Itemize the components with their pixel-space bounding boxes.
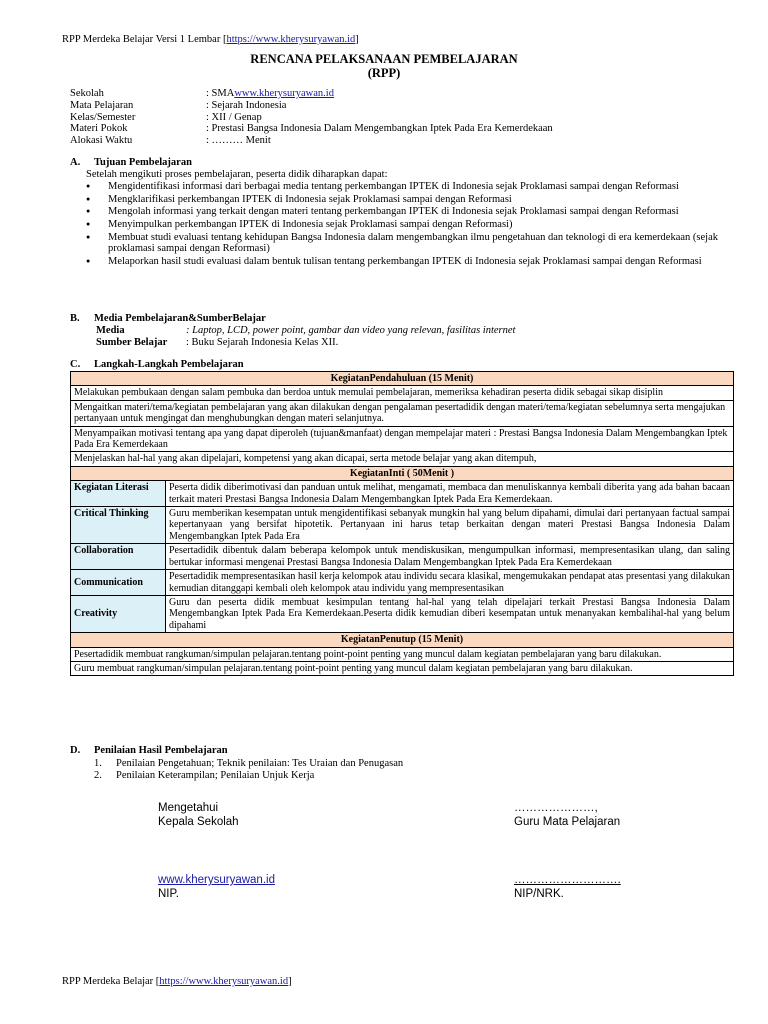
inti-label: Creativity: [71, 595, 166, 632]
identity-key: Alokasi Waktu: [70, 135, 133, 147]
header-text: RPP Merdeka Belajar Versi 1 Lembar [: [62, 34, 227, 45]
inti-text: Guru dan peserta didik membuat kesimpulan tentang hal-hal yang telah dipelajari terkait Prestasi Bangsa Indonesia Dalam Mengembangkan Iptek Pada Era Kemerdekaan.Peserta didik kemudian diberi kesempatan untuk menanyakan kembalihal-hal yang belum dipahami: [166, 595, 734, 632]
inti-header: KegiatanInti ( 50Menit ): [71, 466, 734, 480]
section-a-intro: Setelah mengikuti proses pembelajaran, peserta didik diharapkan dapat:: [86, 169, 388, 180]
section-number: C.: [70, 359, 81, 370]
inti-text: Guru memberikan kesempatan untuk mengidentifikasi sebanyak mungkin hal yang belum dipahami, dimulai dari pertanyaan factual sampai kepertanyaan yang bersifat hipotetik. Pertanyaan ini harus tetap berkaitan dengan materi Prestasi Bangsa Indonesia Dalam Mengembangkan Iptek Pada Era: [166, 507, 734, 544]
inti-text: Pesertadidik dibentuk dalam beberapa kelompok untuk mendiskusikan, mengumpulkan informasi, mempresentasikan ulang, dan saling bertukar informasi mengenai Prestasi Bangsa Indonesia Dalam Mengembangkan Iptek Pada Era Kemerdekaan: [166, 544, 734, 570]
objectives-list: [86, 181, 736, 268]
inti-label: Communication: [71, 570, 166, 596]
pendahuluan-header: KegiatanPendahuluan (15 Menit): [71, 372, 734, 386]
identity-row: [70, 112, 553, 124]
sig-role: Guru Mata Pelajaran: [514, 816, 621, 828]
item-number: 2.: [94, 770, 102, 781]
signature-left: [158, 801, 239, 829]
identity-key: Kelas/Semester: [70, 111, 136, 123]
identity-table: [70, 88, 553, 147]
identity-row: [70, 100, 553, 112]
page-header: [62, 34, 359, 45]
identity-row: [70, 123, 553, 135]
inti-label: Collaboration: [71, 544, 166, 570]
signature-left-bottom: [158, 873, 275, 901]
school-link[interactable]: www.kherysuryawan.id: [234, 88, 334, 99]
signature-right-bottom: [514, 873, 621, 901]
identity-value: : SMA: [206, 88, 235, 99]
penutup-row: Guru membuat rangkuman/simpulan pelajaran.tentang point-point penting yang muncul dalam kegiatan pembelajaran yang baru dilakukan.: [71, 661, 734, 675]
steps-table: [70, 371, 734, 676]
section-c-heading: [70, 359, 244, 370]
identity-key: Mata Pelajaran: [70, 99, 134, 111]
section-title: Langkah-Langkah Pembelajaran: [94, 359, 244, 370]
section-d-heading: [70, 745, 228, 756]
list-item: ● Menyimpulkan perkembangan IPTEK di Indonesia sejak Proklamasi sampai dengan Reformasi): [86, 219, 736, 230]
signature-right: [514, 801, 620, 829]
page-footer: [62, 976, 292, 987]
media-key: Media: [96, 325, 125, 336]
section-title: Tujuan Pembelajaran: [94, 157, 192, 168]
list-item: ● Melaporkan hasil studi evaluasi dalam bentuk tulisan tentang perkembangan IPTEK di Indonesia sejak Proklamasi sampai dengan Reformasi: [86, 256, 736, 267]
identity-row: [70, 135, 553, 147]
item-text: Penilaian Keterampilan; Penilaian Unjuk Kerja: [116, 770, 315, 781]
identity-value: : XII / Genap: [206, 111, 262, 123]
section-b-heading: [70, 313, 266, 324]
list-item: ● Mengklarifikasi perkembangan IPTEK di Indonesia sejak Proklamasi sampai dengan Reformasi: [86, 194, 736, 205]
sig-label: Mengetahui: [158, 802, 219, 814]
list-item: ● Membuat studi evaluasi tentang kehidupan Bangsa Indonesia dalam mengembangkan ilmu pengetahuan dan teknologi di era kemerdekaan (sejak proklamasi sampai dengan Reformasi): [86, 232, 736, 254]
inti-label: Kegiatan Literasi: [71, 481, 166, 507]
section-number: A.: [70, 157, 81, 168]
footer-link[interactable]: https://www.kherysuryawan.id: [159, 976, 289, 987]
sig-nip: NIP.: [158, 888, 179, 900]
pendahuluan-row: Mengaitkan materi/tema/kegiatan pembelajaran yang akan dilakukan dengan pengalaman pesertadidik dengan materi/tema/kegiatan sebelumnya serta mengajukan pertanyaan untuk mengingat dan menghubungkan dengan materi selanjutnya.: [71, 400, 734, 426]
section-number: D.: [70, 745, 81, 756]
sumber-key: Sumber Belajar: [96, 337, 168, 348]
pendahuluan-row: Menjelaskan hal-hal yang akan dipelajari, kompetensi yang akan dicapai, serta metode belajar yang akan ditempuh,: [71, 452, 734, 466]
identity-row: [70, 88, 553, 100]
header-link[interactable]: https://www.kherysuryawan.id: [226, 34, 356, 45]
inti-text: Peserta didik diberimotivasi dan panduan untuk melihat, mengamati, membaca dan menuliskannya kembali diberita yang ada bahan bacaan terkait materi Prestasi Bangsa Indonesia Dalam Mengembangkan Iptek Pada Era Kemerdekaan.: [166, 481, 734, 507]
section-title: Media Pembelajaran&SumberBelajar: [94, 313, 266, 324]
section-number: B.: [70, 313, 80, 324]
sig-name-dots: ……………………….: [514, 874, 621, 886]
list-item: [94, 758, 403, 770]
list-item: ● Mengolah informasi yang terkait dengan materi tentang perkembangan IPTEK di Indonesia sejak Proklamasi sampai dengan Reformasi: [86, 206, 736, 217]
media-block: [96, 325, 515, 349]
list-item: ● Mengidentifikasi informasi dari berbagai media tentang perkembangan IPTEK di Indonesia sejak Proklamasi sampai dengan Reformasi: [86, 181, 736, 192]
section-a-heading: [70, 157, 192, 168]
doc-title: RENCANA PELAKSANAAN PEMBELAJARAN: [250, 52, 518, 66]
media-row: [96, 325, 515, 337]
doc-subtitle: (RPP): [367, 66, 401, 80]
penutup-row: Pesertadidik membuat rangkuman/simpulan pelajaran.tentang point-point penting yang muncul dalam kegiatan pembelajaran yang baru dilakukan.: [71, 647, 734, 661]
footer-bracket: ]: [288, 976, 292, 987]
identity-value: : Sejarah Indonesia: [206, 99, 287, 111]
sig-link[interactable]: www.kherysuryawan.id: [158, 874, 275, 886]
pendahuluan-row: Melakukan pembukaan dengan salam pembuka dan berdoa untuk memulai pembelajaran, memeriksa kehadiran peserta didik sebagai sikap disiplin: [71, 386, 734, 400]
inti-label: Critical Thinking: [71, 507, 166, 544]
identity-key: Sekolah: [70, 88, 104, 99]
footer-text: RPP Merdeka Belajar [: [62, 976, 160, 987]
item-text: Penilaian Pengetahuan; Teknik penilaian: Tes Uraian dan Penugasan: [116, 758, 404, 769]
inti-text: Pesertadidik mempresentasikan hasil kerja kelompok atau individu secara klasikal, mengemukakan pendapat atas presentasi yang dilakukan kemudian ditanggapi kembali oleh kelompok atau individu yang mempresentasikan: [166, 570, 734, 596]
header-bracket: ]: [355, 34, 359, 45]
item-number: 1.: [94, 758, 102, 769]
list-item: [94, 770, 403, 782]
assessment-list: [94, 758, 403, 782]
sig-nip: NIP/NRK.: [514, 888, 564, 900]
sig-date: …………………,: [514, 802, 598, 814]
media-value: [186, 325, 515, 337]
penutup-header: KegiatanPenutup (15 Menit): [71, 633, 734, 647]
section-title: Penilaian Hasil Pembelajaran: [94, 745, 228, 756]
media-value-text: : Laptop, LCD, power point, gambar dan video yang relevan, fasilitas internet: [186, 325, 516, 336]
pendahuluan-row: Menyampaikan motivasi tentang apa yang dapat diperoleh (tujuan&manfaat) dengan mempelajar materi : Prestasi Bangsa Indonesia Dalam Mengembangkan Iptek Pada Era Kemerdekaan: [71, 426, 734, 452]
sig-role: Kepala Sekolah: [158, 816, 239, 828]
sumber-row: [96, 337, 515, 349]
identity-value: : ……… Menit: [206, 135, 271, 147]
sumber-value: : Buku Sejarah Indonesia Kelas XII.: [186, 337, 339, 348]
identity-value: : Prestasi Bangsa Indonesia Dalam Mengembangkan Iptek Pada Era Kemerdekaan: [206, 123, 553, 135]
identity-key: Materi Pokok: [70, 123, 128, 135]
